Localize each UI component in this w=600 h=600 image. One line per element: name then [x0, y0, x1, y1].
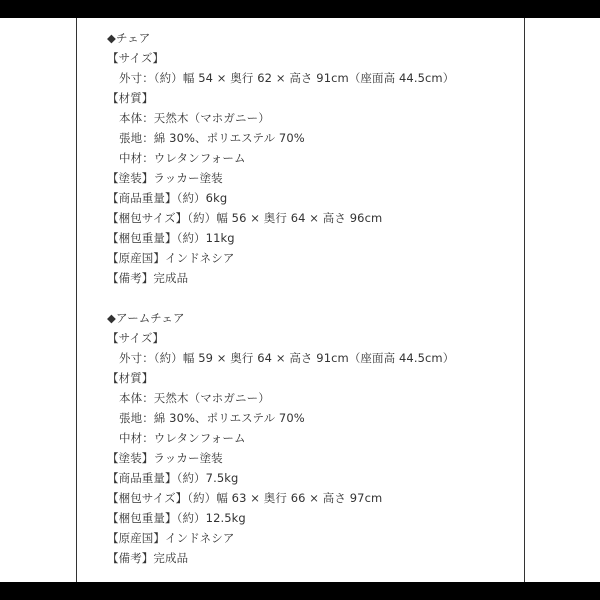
spec-detail-line: 張地：綿 30%、ポリエステル 70% [119, 411, 305, 425]
spec-line: 【塗装】ラッカー塗装 [107, 171, 223, 185]
spec-line: 【サイズ】 [107, 51, 165, 65]
spec-line: 【材質】 [107, 371, 154, 385]
spec-detail-line: 中材：ウレタンフォーム [119, 151, 246, 165]
spec-detail-line: 外寸：（約）幅 59 × 奥行 64 × 高さ 91cm（座面高 44.5cm） [119, 351, 455, 365]
right-rule-line [524, 18, 525, 582]
product-section [107, 308, 517, 568]
spec-line: 【原産国】インドネシア [107, 531, 235, 545]
spec-line: 【商品重量】（約）6kg [107, 191, 228, 205]
spec-line: 【梱包重量】（約）11kg [107, 231, 235, 245]
section-gap [107, 288, 517, 308]
spec-line: 【備考】完成品 [107, 271, 189, 285]
spec-line: 【商品重量】（約）7.5kg [107, 471, 239, 485]
spec-detail-line: 本体：天然木（マホガニー） [119, 391, 270, 405]
spec-line: 【サイズ】 [107, 331, 165, 345]
left-rule-line [76, 18, 77, 582]
spec-content [107, 28, 517, 568]
spec-detail-line: 本体：天然木（マホガニー） [119, 111, 270, 125]
spec-line: 【備考】完成品 [107, 551, 189, 565]
spec-line: 【梱包サイズ】（約）幅 63 × 奥行 66 × 高さ 97cm [107, 491, 383, 505]
spec-detail-line: 外寸：（約）幅 54 × 奥行 62 × 高さ 91cm（座面高 44.5cm） [119, 71, 455, 85]
spec-line: 【梱包サイズ】（約）幅 56 × 奥行 64 × 高さ 96cm [107, 211, 383, 225]
spec-line: 【塗装】ラッカー塗装 [107, 451, 223, 465]
spec-line: 【材質】 [107, 91, 154, 105]
spec-line: 【梱包重量】（約）12.5kg [107, 511, 246, 525]
spec-detail-line: 張地：綿 30%、ポリエステル 70% [119, 131, 305, 145]
product-section [107, 28, 517, 288]
spec-detail-line: 中材：ウレタンフォーム [119, 431, 246, 445]
spec-line: 【原産国】インドネシア [107, 251, 235, 265]
section-title: ◆アームチェア [107, 311, 185, 325]
spec-sheet [0, 18, 600, 582]
section-title: ◆チェア [107, 31, 151, 45]
